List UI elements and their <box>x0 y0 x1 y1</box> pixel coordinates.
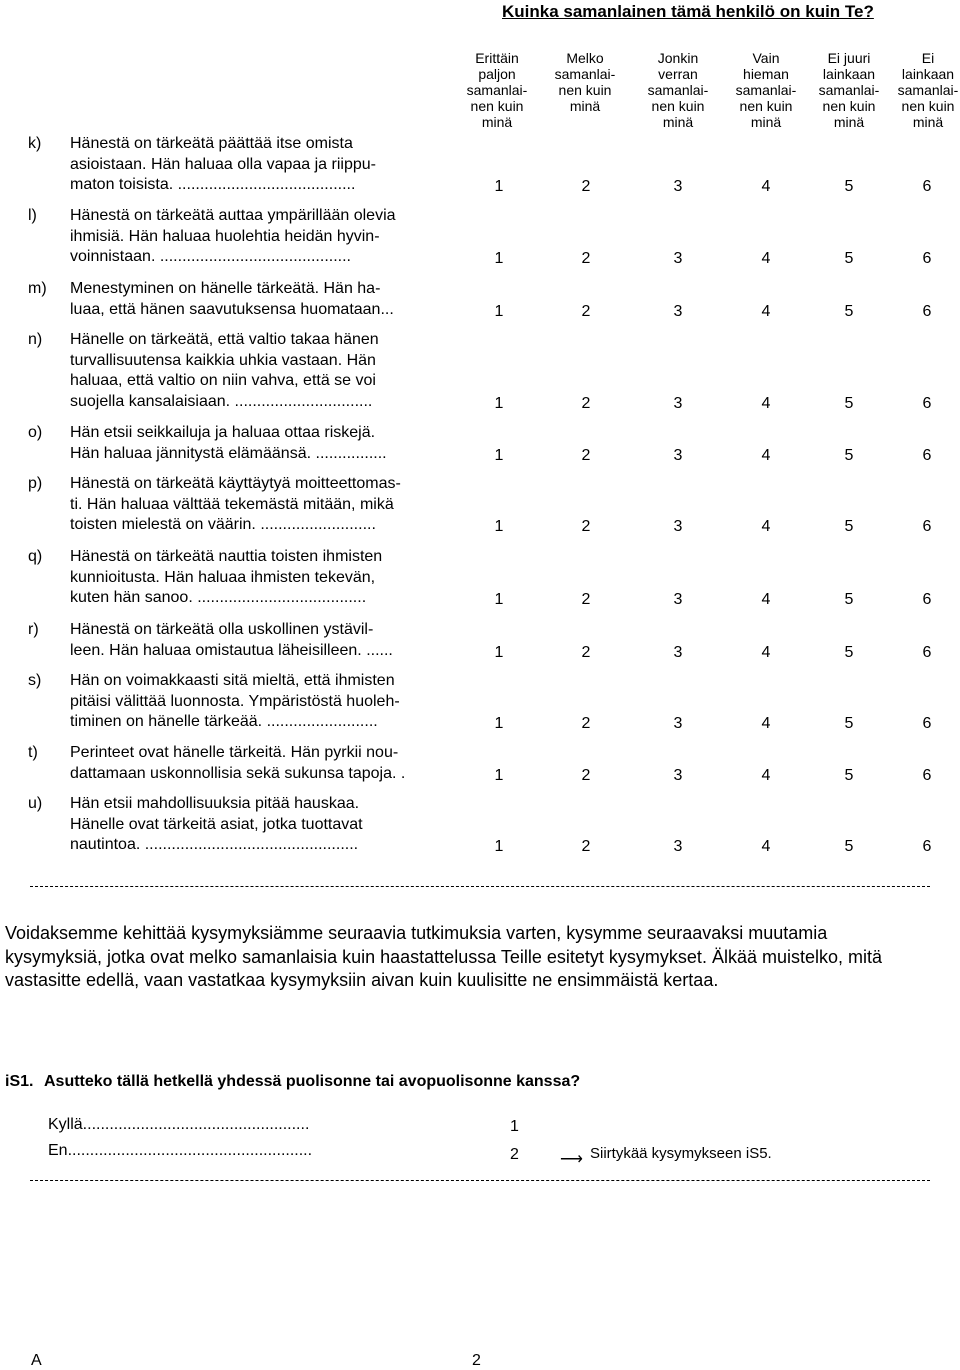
answer-option-5[interactable]: 5 <box>844 838 854 855</box>
question-text: Hänestä on tärkeätä nauttia toisten ihmisten kunnioitusta. Hän haluaa ihmisten tekevän, kuten hän sanoo. ...................................... <box>70 548 383 606</box>
answer-option-2[interactable]: 2 <box>581 715 591 732</box>
answer-option-1[interactable]: 1 <box>494 766 504 784</box>
answer-option-4[interactable]: 4 <box>761 643 771 661</box>
question-text: Perinteet ovat hänelle tärkeitä. Hän pyrkii nou- dattamaan uskonnollisia sekä sukunsa tapoja. . <box>70 744 406 782</box>
answer-option-1[interactable]: 1 <box>494 643 504 661</box>
answer-option-4[interactable]: 4 <box>761 518 771 535</box>
answer-option-3[interactable]: 3 <box>673 518 683 535</box>
answer-option-1[interactable]: 1 <box>494 178 504 195</box>
scale-column-3: Jonkin verran samanlai- nen kuin minä <box>647 50 709 130</box>
question-text: Hänestä on tärkeätä olla uskollinen ystävil- leen. Hän haluaa omistautua läheisilleen. ...... <box>70 621 393 659</box>
answer-option-1[interactable]: 1 <box>494 518 504 535</box>
answer-option-6[interactable]: 6 <box>922 518 932 535</box>
answer-option-1[interactable]: 1 <box>494 446 504 464</box>
answer-option-3[interactable]: 3 <box>673 838 683 855</box>
answer-option-6[interactable]: 6 <box>922 394 932 412</box>
answer-option-5[interactable]: 5 <box>844 591 854 608</box>
answer-option-2[interactable]: 2 <box>581 446 591 464</box>
answer-option-5[interactable]: 5 <box>844 178 854 195</box>
answer-option-4[interactable]: 4 <box>761 394 771 412</box>
answer-option-4[interactable]: 4 <box>761 302 771 320</box>
question-text: Asutteko tällä hetkellä yhdessä puolisonne tai avopuolisonne kanssa? <box>44 1073 581 1090</box>
question-letter: l) <box>28 207 37 224</box>
question-text: Hän on voimakkaasti sitä mieltä, että ihmisten pitäisi välittää luonnosta. Ympäristöstä huoleh- timinen on hänelle tärkeää. ......................... <box>70 672 400 730</box>
question-letter: s) <box>28 672 42 689</box>
answer-option-4[interactable]: 4 <box>761 250 771 267</box>
answer-option-2[interactable]: 2 <box>581 302 591 320</box>
question-letter: k) <box>28 135 42 152</box>
answer-option-4[interactable]: 4 <box>761 766 771 784</box>
scale-column-4: Vain hieman samanlai- nen kuin minä <box>735 50 797 130</box>
answer-option-1[interactable]: 1 <box>494 591 504 608</box>
answer-option-4[interactable]: 4 <box>761 591 771 608</box>
question-letter: r) <box>28 621 39 638</box>
answer-option-4[interactable]: 4 <box>761 715 771 732</box>
answer-option-3[interactable]: 3 <box>673 591 683 608</box>
question-text: Hän etsii seikkailuja ja haluaa ottaa riskejä. Hän haluaa jännitystä elämäänsä. ................ <box>70 424 387 462</box>
answer-option-6[interactable]: 6 <box>922 643 932 661</box>
footer-form-code: A <box>31 1352 42 1369</box>
question-letter: q) <box>28 548 43 565</box>
scale-column-2: Melko samanlai- nen kuin minä <box>554 50 616 114</box>
scale-column-5: Ei juuri lainkaan samanlai- nen kuin minä <box>818 50 880 130</box>
page-title: Kuinka samanlainen tämä henkilö on kuin Te? <box>502 2 874 21</box>
answer-option-2[interactable]: 2 <box>581 394 591 412</box>
answer-no-code: 2 <box>510 1146 519 1163</box>
answer-option-2[interactable]: 2 <box>581 591 591 608</box>
answer-option-4[interactable]: 4 <box>761 838 771 855</box>
answer-option-6[interactable]: 6 <box>922 302 932 320</box>
answer-yes-label[interactable]: Kyllä................................................... <box>48 1116 310 1133</box>
answer-yes-code: 1 <box>510 1118 519 1135</box>
answer-option-5[interactable]: 5 <box>844 394 854 412</box>
question-text: Hän etsii mahdollisuuksia pitää hauskaa. Hänelle ovat tärkeitä asiat, jotka tuottavat nautintoa. ................................................ <box>70 795 363 853</box>
question-letter: u) <box>28 795 43 812</box>
answer-option-6[interactable]: 6 <box>922 766 932 784</box>
answer-option-5[interactable]: 5 <box>844 302 854 320</box>
intro-paragraph: Voidaksemme kehittää kysymyksiämme seuraavia tutkimuksia varten, kysymme seuraavaksi muutamia kysymyksiä, jotka ovat melko samanlaisia kuin haastattelussa Teille esitetyt kysymykset. Älkää muistelko, mitä vastasitte edellä, vaan vastatkaa kysymyksiin aivan kuin kuulisitte ne ensimmäistä kertaa. <box>5 923 882 990</box>
question-text: Hänestä on tärkeätä auttaa ympärillään olevia ihmisiä. Hän haluaa huolehtia heidän hyvin- voinnistaan. ........................................... <box>70 207 396 265</box>
answer-option-1[interactable]: 1 <box>494 250 504 267</box>
answer-option-3[interactable]: 3 <box>673 643 683 661</box>
answer-option-2[interactable]: 2 <box>581 250 591 267</box>
scale-column-1: Erittäin paljon samanlai- nen kuin minä <box>466 50 528 130</box>
skip-instruction: Siirtykää kysymykseen iS5. <box>590 1145 772 1162</box>
answer-option-6[interactable]: 6 <box>922 838 932 855</box>
answer-option-3[interactable]: 3 <box>673 715 683 732</box>
answer-option-3[interactable]: 3 <box>673 178 683 195</box>
section-divider <box>30 886 930 887</box>
answer-option-3[interactable]: 3 <box>673 394 683 412</box>
question-text: Menestyminen on hänelle tärkeätä. Hän ha- luaa, että hänen saavutuksensa huomataan... <box>70 280 394 318</box>
answer-no-label[interactable]: En....................................................... <box>48 1142 313 1159</box>
answer-option-1[interactable]: 1 <box>494 838 504 855</box>
answer-option-6[interactable]: 6 <box>922 250 932 267</box>
answer-option-4[interactable]: 4 <box>761 446 771 464</box>
skip-arrow-icon: ⟶ <box>560 1151 583 1168</box>
answer-option-2[interactable]: 2 <box>581 643 591 661</box>
section-divider <box>30 1180 930 1181</box>
answer-option-2[interactable]: 2 <box>581 518 591 535</box>
answer-option-3[interactable]: 3 <box>673 302 683 320</box>
answer-option-3[interactable]: 3 <box>673 766 683 784</box>
scale-column-6: Ei lainkaan samanlai- nen kuin minä <box>897 50 959 130</box>
answer-option-6[interactable]: 6 <box>922 446 932 464</box>
answer-option-6[interactable]: 6 <box>922 715 932 732</box>
answer-option-6[interactable]: 6 <box>922 591 932 608</box>
answer-option-2[interactable]: 2 <box>581 838 591 855</box>
answer-option-5[interactable]: 5 <box>844 518 854 535</box>
question-number: iS1. <box>5 1073 34 1090</box>
answer-option-2[interactable]: 2 <box>581 178 591 195</box>
answer-option-5[interactable]: 5 <box>844 766 854 784</box>
answer-option-5[interactable]: 5 <box>844 446 854 464</box>
answer-option-2[interactable]: 2 <box>581 766 591 784</box>
answer-option-1[interactable]: 1 <box>494 715 504 732</box>
answer-option-6[interactable]: 6 <box>922 178 932 195</box>
answer-option-5[interactable]: 5 <box>844 250 854 267</box>
answer-option-5[interactable]: 5 <box>844 715 854 732</box>
answer-option-3[interactable]: 3 <box>673 446 683 464</box>
question-text: Hänelle on tärkeätä, että valtio takaa hänen turvallisuutensa kaikkia uhkia vastaan. Hän haluaa, että valtio on niin vahva, että se voi suojella kansalaisiaan. ............................... <box>70 331 379 410</box>
question-text: Hänestä on tärkeätä käyttäytyä moitteettomas- ti. Hän haluaa välttää tekemästä mitään, mikä toisten mielestä on väärin. .......................... <box>70 475 401 533</box>
answer-option-4[interactable]: 4 <box>761 178 771 195</box>
question-letter: n) <box>28 331 43 348</box>
question-letter: t) <box>28 744 38 761</box>
answer-option-3[interactable]: 3 <box>673 250 683 267</box>
answer-option-1[interactable]: 1 <box>494 394 504 412</box>
question-letter: o) <box>28 424 43 441</box>
answer-option-5[interactable]: 5 <box>844 643 854 661</box>
question-letter: p) <box>28 475 43 492</box>
question-letter: m) <box>28 280 47 297</box>
answer-option-1[interactable]: 1 <box>494 302 504 320</box>
question-text: Hänestä on tärkeätä päättää itse omista asioistaan. Hän haluaa olla vapaa ja riippu- maton toisista. ........................................ <box>70 135 376 193</box>
page-number: 2 <box>472 1352 481 1369</box>
